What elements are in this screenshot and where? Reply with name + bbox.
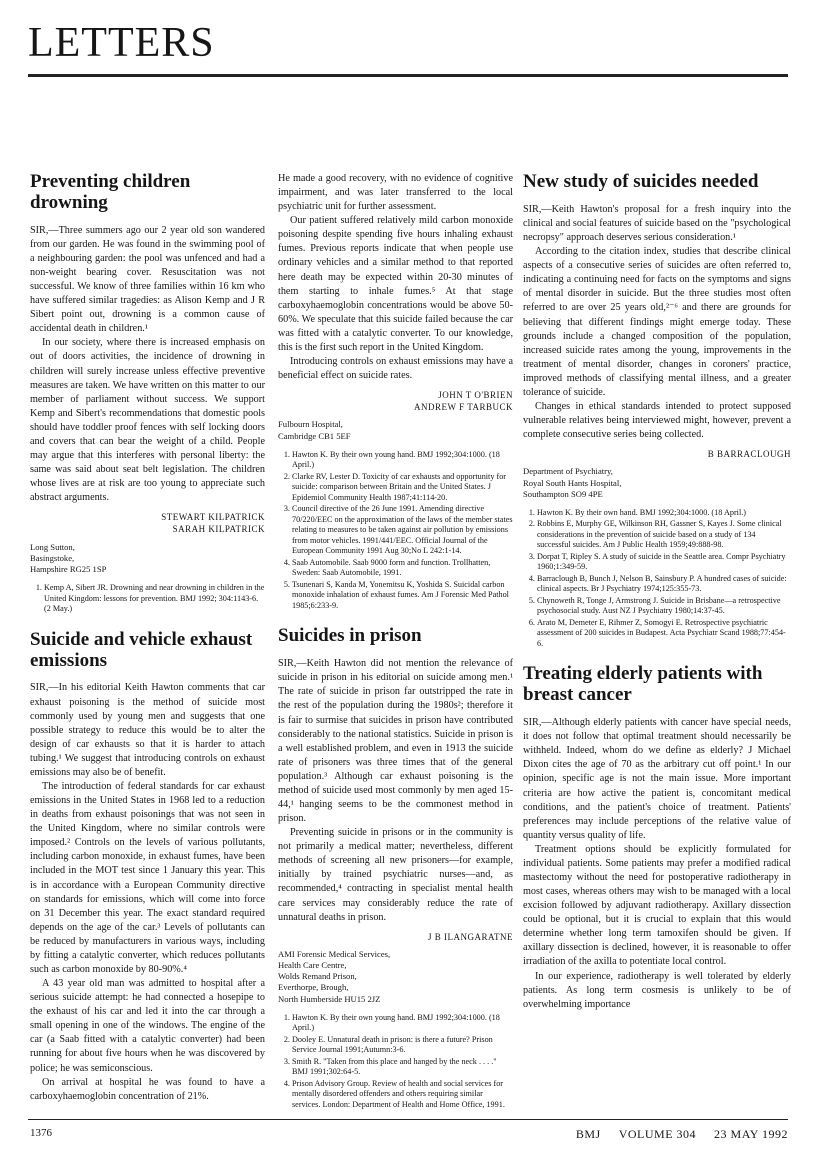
article-title: New study of suicides needed: [523, 171, 759, 192]
author-address: [30, 542, 265, 576]
author-name: SARAH KILPATRICK: [172, 524, 265, 535]
reference-item: 2. Clarke RV, Lester D. Toxicity of car exhausts and opportunity for suicide: comparison between Britain and the United States. J Epidemiol Community Health 1987;41:114-20.: [292, 472, 513, 504]
address-line: Everthorpe, Brough,: [278, 982, 349, 993]
address-line: Long Sutton,: [30, 541, 75, 552]
reference-item: 3. Smith R. "Taken from this place and hanged by the neck . . . ." BMJ 1991;302:64-5.: [292, 1057, 513, 1078]
reference-item: 5. Tsunenari S, Kanda M, Yonemitsu K, Yoshida S. Suicidal carbon monoxide inhalation of exhaust fumes. Am J Forensic Med Pathol 1985;6:233-9.: [292, 580, 513, 612]
address-line: Fulbourn Hospital,: [278, 419, 343, 430]
article-paragraph: SIR,—Three summers ago our 2 year old son wandered from our garden. He was found in the swimming pool of a neighbouring garden: the pool was unfenced and had a non-weight bearing cover. Resuscitation was not successful. We know of three families within 16 km who have suffered similar tragedies: as Alison Kemp and J R Sibert point out, drowning is a common cause of accidental death in children.¹: [30, 224, 265, 335]
article-title: Suicide and vehicle exhaust emissions: [30, 628, 253, 671]
reference-list: [278, 1013, 513, 1111]
journal-footer: [558, 1127, 788, 1142]
article-paragraph: According to the citation index, studies that describe clinical aspects of a consecutive series of suicides are often referred to, indicating a continuing need for facts on the symptoms and signs of mental disorder in suicide. But the three studies most often referred to are over 25 years old,²⁻⁶ and there are grounds for believing that different findings might emerge today. These grounds include a changed composition of the population, increased suicide rates among the young, improvements in the treatment of mental disorder, changes in coroners' practice, improved methods of classifying mental illness, and a greater tolerance of suicide.: [523, 246, 791, 398]
masthead-rule: [28, 74, 788, 77]
article-paragraph: A 43 year old man was admitted to hospital after a serious suicide attempt: he had connected a hosepipe to the exhaust of his car and led it into the car through a small opening in one of the windows. The engine of the car (a Saab fitted with a catalytic converter) had been running for about five hours when he was discovered by police; he was semiconscious.: [30, 978, 265, 1074]
article-title: Treating elderly patients with breast cancer: [523, 663, 763, 706]
reference-list: [278, 450, 513, 612]
author-block: [523, 448, 791, 460]
article-paragraph: SIR,—Although elderly patients with cancer have special needs, it does not follow that optimal treatment should necessarily be withheld. Indeed, whom do we define as elderly? J Michael Dixon cites the age of 70 as the arbitrary cut off point.¹ In our opinion, specific age is not the main issue. More important criteria are how active the patient is, concomitant medical conditions, and the patient's choice of treatment. Patients' preferences may include perceptions of the relative value of quantity versus quality of life.: [523, 717, 791, 841]
reference-item: 1. Hawton K. By their own young hand. BMJ 1992;304:1000. (18 April.): [292, 450, 513, 471]
reference-item: 4. Barraclough B, Bunch J, Nelson B, Sainsbury P. A hundred cases of suicide: clinical aspects. Br J Psychiatry 1974;125:355-73.: [537, 574, 791, 595]
author-name: J B ILANGARATNE: [428, 931, 513, 942]
author-block: [278, 931, 513, 943]
author-name: B BARRACLOUGH: [707, 449, 791, 460]
article-paragraph: On arrival at hospital he was found to have a carboxyhaemoglobin concentration of 21%.: [30, 1076, 265, 1102]
address-line: Health Care Centre,: [278, 959, 347, 970]
address-line: Hampshire RG25 1SP: [30, 563, 107, 574]
article-paragraph: In our experience, radiotherapy is well tolerated by elderly patients. As long term cosmesis is unlikely to be of overwhelming importance: [523, 970, 791, 1010]
reference-item: 1. Hawton K. By their own hand. BMJ 1992;304:1000. (18 April.): [537, 508, 791, 519]
reference-item: 6. Arato M, Demeter E, Rihmer Z, Somogyi E. Retrospective psychiatric assessment of 200 suicides in Budapest. Acta Psychiatr Scand 1988;77:454-6.: [537, 618, 791, 650]
column-1: [30, 172, 265, 1104]
page-number: 1376: [30, 1127, 52, 1139]
article-paragraph: Treatment options should be explicitly formulated for individual patients. Some patients may prefer a modified radical mastectomy without the need for postoperative radiotherapy in most cases, whereas others may wish to be managed with a local excision followed by adjuvant radiotherapy. Axillary dissection could be optional, but it is crucial to explain that this would determine whether long term tamoxifen should be given. If axillary dissection is declined, however, it is reasonable to offer irradiation of the axilla to potentiate local control.: [523, 843, 791, 968]
address-line: Department of Psychiatry,: [523, 466, 613, 477]
reference-item: 1. Kemp A, Sibert JR. Drowning and near drowning in children in the United Kingdom: lessons for prevention. BMJ 1992; 304:1143-6. (2 May.): [44, 583, 265, 615]
issue-date: 23 MAY 1992: [714, 1127, 788, 1141]
reference-list: [523, 508, 791, 650]
author-name: JOHN T O'BRIEN: [438, 390, 513, 401]
address-line: AMI Forensic Medical Services,: [278, 948, 391, 959]
address-line: Royal South Hants Hospital,: [523, 477, 622, 488]
article-paragraph: He made a good recovery, with no evidence of cognitive impairment, and was later transferred to the local psychiatric unit for further assessment.: [278, 173, 513, 213]
address-line: Southampton SO9 4PE: [523, 488, 603, 499]
article-paragraph: SIR,—Keith Hawton's proposal for a fresh inquiry into the clinical and social features of suicide based on the "psychological necropsy" approach deserves serious consideration.¹: [523, 203, 791, 244]
address-line: Basingstoke,: [30, 552, 75, 563]
column-2: [278, 172, 513, 1111]
article-paragraph: SIR,—Keith Hawton did not mention the relevance of suicide in prison in his editorial on suicide among men.¹ The rate of suicide in prison far outstripped the rate in the rest of the population during the 1980s²; therefore it is fair to surmise that suicides in prison have contributed considerably to the national statistics. Suicide in prison is a well established problem, and even in 1913 the suicide rate of prisoners was three times that of the general population.³ Although car exhaust poisoning is the method of suicide used most commonly by men aged 15-44,¹ hanging seems to be the commonest method in prison.: [278, 658, 513, 825]
author-name: STEWART KILPATRICK: [161, 512, 265, 523]
article-title: Suicides in prison: [278, 625, 422, 647]
article-title: Preventing children drowning: [30, 171, 191, 213]
article-paragraph: SIR,—In his editorial Keith Hawton comments that car exhaust poisoning is the method of suicide most commonly used by young men and suggests that one possible strategy to reduce this would be to alter the design of car exhausts so that it is harder to attach tubing.¹ We suggest that introducing controls on exhaust emissions may also be of benefit.: [30, 682, 265, 778]
reference-item: 2. Robbins E, Murphy GE, Wilkinson RH, Gassner S, Kayes J. Some clinical considerations in the prevention of suicide based on a study of 134 successful suicides. Am J Public Health 1959;49:888-98.: [537, 519, 791, 551]
article-paragraph: The introduction of federal standards for car exhaust emissions in the United States in 1968 led to a reduction in deaths from exhaust poisonings that was not seen in the United Kingdom, where no similar controls were imposed.² Controls on the levels of various pollutants, including carbon monoxide, in exhaust fumes, have been included in the MOT test since 1 January this year. This is in accordance with a European Community directive on standards for emissions, which will come into force on 31 December this year. The exact standard required depends on the age of the car.³ Levels of pollutants can be reduced by manufacturers in various ways, including by fitting a catalytic converter, which reduces pollutants such as carbon monoxide by 80-90%.⁴: [30, 780, 265, 975]
author-address: [278, 419, 513, 441]
footer-rule: [28, 1119, 788, 1120]
address-line: North Humberside HU15 2JZ: [278, 993, 381, 1004]
reference-item: 4. Saab Automobile. Saab 9000 form and function. Trollhatten, Sweden: Saab Automobile, 1991.: [292, 558, 513, 579]
reference-list: [30, 583, 265, 615]
reference-item: 5. Chynoweth R, Tonge J, Armstrong J. Suicide in Brisbane—a retrospective psychosocial study. Aust NZ J Psychiatry 1980;14:37-45.: [537, 596, 791, 617]
reference-item: 3. Dorpat T, Ripley S. A study of suicide in the Seattle area. Compr Psychiatry 1960;1:349-59.: [537, 552, 791, 573]
address-line: Cambridge CB1 5EF: [278, 430, 351, 441]
author-name: ANDREW F TARBUCK: [414, 402, 513, 413]
author-address: [523, 466, 791, 500]
address-line: Wolds Remand Prison,: [278, 971, 357, 982]
article-paragraph: In our society, where there is increased emphasis on out of doors activities, the incidence of drowning in children will surely increase unless effective preventive measures are taken. We have written on this matter to our member of parliament without success. We support Kemp and Sibert's recommendations that domestic pools should have toddler proof fences with self locking doors and covers that can bear the weight of a child. People may argue that this interferes with personal liberty: the same was said about seat belt legislation. The children whose lives are at risk are too young to appreciate such abstract arguments.: [30, 337, 265, 504]
author-address: [278, 949, 513, 1005]
article-paragraph: Our patient suffered relatively mild carbon monoxide poisoning despite spending five hours inhaling exhaust fumes. Previous reports indicate that when people use ordinary vehicles and a similar method to that reported here death may be expected within 20-30 minutes of them starting to inhale fumes.⁵ At that stage carboxyhaemoglobin concentrations would be above 50-60%. We speculate that this suicide failed because the car was fitted with a catalytic converter. To our knowledge, this is the first such report in the United Kingdom.: [278, 215, 513, 353]
journal-volume: VOLUME 304: [618, 1127, 697, 1141]
author-block: [30, 511, 265, 535]
reference-item: 2. Dooley E. Unnatural death in prison: is there a future? Prison Service Journal 1991;Autumn:3-6.: [292, 1035, 513, 1056]
reference-item: 1. Hawton K. By their own young hand. BMJ 1992;304:1000. (18 April.): [292, 1013, 513, 1034]
reference-item: 4. Prison Advisory Group. Review of health and social services for mentally disordered offenders and others requiring similar services. London: Department of Health and Home Office, 1991.: [292, 1079, 513, 1111]
reference-item: 3. Council directive of the 26 June 1991. Amending directive 70/220/EEC on the approximation of the laws of the member states relating to measures to be taken against air pollution by emissions from motor vehicles. 1991/441/EEC. Official Journal of the European Community 1991 Aug 30;No L 242:1-14.: [292, 504, 513, 557]
author-block: [278, 389, 513, 413]
journal-name: BMJ: [575, 1127, 601, 1141]
section-masthead: LETTERS: [28, 20, 215, 66]
column-3: [523, 172, 791, 1012]
article-paragraph: Preventing suicide in prisons or in the community is not primarily a medical matter; nevertheless, different methods of screening all new prisoners—for example, initially by trained psychiatric nurses—and, as recommended,⁴ contracting in specialist mental health care services may considerably reduce the rate of unnatural deaths in prison.: [278, 827, 513, 923]
article-paragraph: Introducing controls on exhaust emissions may have a beneficial effect on suicide rates.: [278, 356, 513, 382]
article-paragraph: Changes in ethical standards intended to protect supposed vulnerable relatives being interviewed might, however, prevent a complete consecutive series being collected.: [523, 400, 791, 441]
